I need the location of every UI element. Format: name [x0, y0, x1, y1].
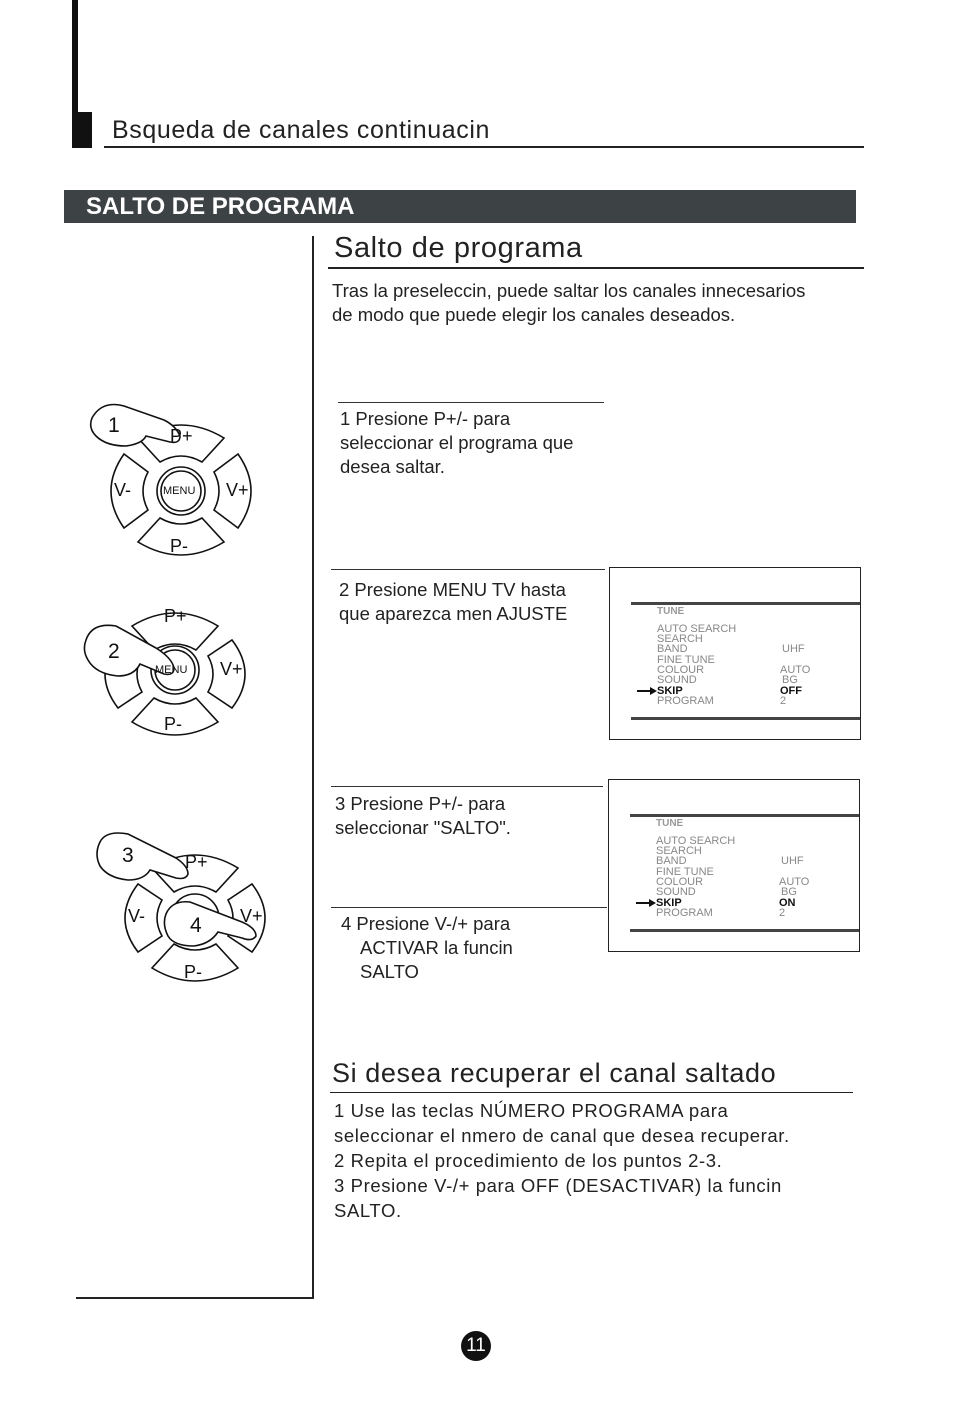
- osd-item: COLOUR: [656, 876, 704, 888]
- section-banner: [64, 190, 856, 223]
- section-heading-rule: [328, 267, 864, 269]
- v-plus-label: V+: [240, 906, 263, 926]
- osd-item: AUTO SEARCH: [657, 623, 737, 635]
- step-number: 2: [108, 640, 120, 663]
- step-line: seleccionar el programa que: [340, 432, 574, 453]
- step-3-text: [335, 792, 511, 840]
- recover-instructions: [334, 1098, 790, 1223]
- instruction-line: 3 Presione V-/+ para OFF (DESACTIVAR) la funcin: [334, 1175, 782, 1196]
- header-rule: [104, 146, 864, 148]
- osd-value: BG: [782, 674, 798, 686]
- header-accent-block: [72, 112, 92, 148]
- osd-item: AUTO SEARCH: [656, 835, 736, 847]
- menu-label: MENU: [163, 485, 196, 497]
- osd-top-bar: [630, 814, 859, 817]
- p-minus-label: P-: [184, 962, 202, 982]
- step-line: ACTIVAR la funcin: [360, 937, 513, 958]
- p-minus-label: P-: [170, 536, 188, 556]
- osd-item: SOUND: [657, 674, 697, 686]
- step-1-text: [340, 407, 573, 479]
- step-number: 3: [122, 844, 134, 867]
- osd-screen-skip-off: [609, 567, 861, 740]
- step-line: 4 Presione V-/+ para: [341, 913, 511, 934]
- osd-item: SOUND: [656, 886, 696, 898]
- osd-item: COLOUR: [657, 664, 705, 676]
- v-plus-label: V+: [226, 480, 249, 500]
- step-2-text: [339, 578, 567, 626]
- step-rule: [338, 402, 604, 403]
- step-number: 1: [108, 414, 120, 437]
- osd-item: BAND: [656, 855, 687, 867]
- osd-value-selected: ON: [779, 897, 796, 909]
- p-plus-label: P+: [164, 606, 187, 626]
- intro-text: [332, 279, 805, 327]
- osd-item: BAND: [657, 643, 688, 655]
- v-minus-label: V-: [114, 480, 132, 500]
- step-4-text: [341, 912, 513, 984]
- instruction-line: 1 Use las teclas NÚMERO PROGRAMA para: [334, 1100, 729, 1121]
- osd-value: AUTO: [780, 664, 811, 676]
- osd-value-selected: OFF: [780, 685, 802, 697]
- instruction-line: SALTO.: [334, 1200, 402, 1221]
- osd-value: 2: [780, 695, 787, 707]
- instruction-line: 2 Repita el procedimiento de los puntos 2-3.: [334, 1150, 723, 1171]
- step-line: 1 Presione P+/- para: [340, 408, 511, 429]
- selection-arrow-icon: [636, 899, 656, 907]
- step-line: SALTO: [360, 961, 419, 982]
- column-divider: [312, 236, 314, 1299]
- osd-bottom-bar: [630, 929, 859, 932]
- osd-title: TUNE: [656, 818, 684, 829]
- remote-dpad-step-2: [78, 592, 258, 752]
- section-heading-recover: Si desea recuperar el canal saltado: [332, 1058, 777, 1088]
- osd-title: TUNE: [657, 606, 685, 617]
- step-line: desea saltar.: [340, 456, 445, 477]
- osd-value: BG: [781, 886, 797, 898]
- osd-item: PROGRAM: [657, 695, 714, 707]
- step-number: 4: [190, 914, 202, 937]
- osd-screen-skip-on: [608, 779, 860, 952]
- section-heading-rule: [330, 1092, 853, 1093]
- v-minus-label: V-: [128, 906, 146, 926]
- osd-item-selected: SKIP: [656, 897, 682, 909]
- intro-line: de modo que puede elegir los canales deseados.: [332, 304, 736, 325]
- remote-dpad-step-1: [84, 398, 264, 570]
- osd-value: UHF: [781, 855, 804, 867]
- step-line: 2 Presione MENU TV hasta: [339, 579, 566, 600]
- osd-value: UHF: [782, 643, 805, 655]
- step-line: que aparezca men AJUSTE: [339, 603, 568, 624]
- osd-item: FINE TUNE: [657, 654, 715, 666]
- osd-value: 2: [779, 907, 786, 919]
- page-number-badge: 11: [461, 1331, 491, 1361]
- osd-item: SEARCH: [656, 845, 702, 857]
- step-rule: [331, 786, 603, 787]
- osd-item: PROGRAM: [656, 907, 713, 919]
- menu-label: MENU: [155, 664, 188, 676]
- section-heading-skip: Salto de programa: [334, 232, 583, 264]
- section-banner-title: SALTO DE PROGRAMA: [86, 193, 355, 220]
- step-line: 3 Presione P+/- para: [335, 793, 506, 814]
- osd-item: SEARCH: [657, 633, 703, 645]
- osd-top-bar: [631, 602, 860, 605]
- p-plus-label: P+: [170, 426, 193, 446]
- bottom-rule: [76, 1297, 314, 1299]
- osd-value: AUTO: [779, 876, 810, 888]
- page-title: Bsqueda de canales continuacin: [112, 116, 490, 144]
- remote-dpad-step-3-4: [92, 828, 278, 996]
- osd-item-selected: SKIP: [657, 685, 683, 697]
- osd-item: FINE TUNE: [656, 866, 714, 878]
- instruction-line: seleccionar el nmero de canal que desea recuperar.: [334, 1125, 790, 1146]
- intro-line: Tras la preseleccin, puede saltar los canales innecesarios: [332, 280, 806, 301]
- p-plus-label: P+: [185, 852, 208, 872]
- step-rule: [331, 907, 607, 908]
- step-line: seleccionar "SALTO".: [335, 817, 511, 838]
- osd-bottom-bar: [631, 717, 860, 720]
- selection-arrow-icon: [637, 687, 657, 695]
- v-plus-label: V+: [220, 659, 243, 679]
- p-minus-label: P-: [164, 714, 182, 734]
- step-rule: [331, 569, 605, 570]
